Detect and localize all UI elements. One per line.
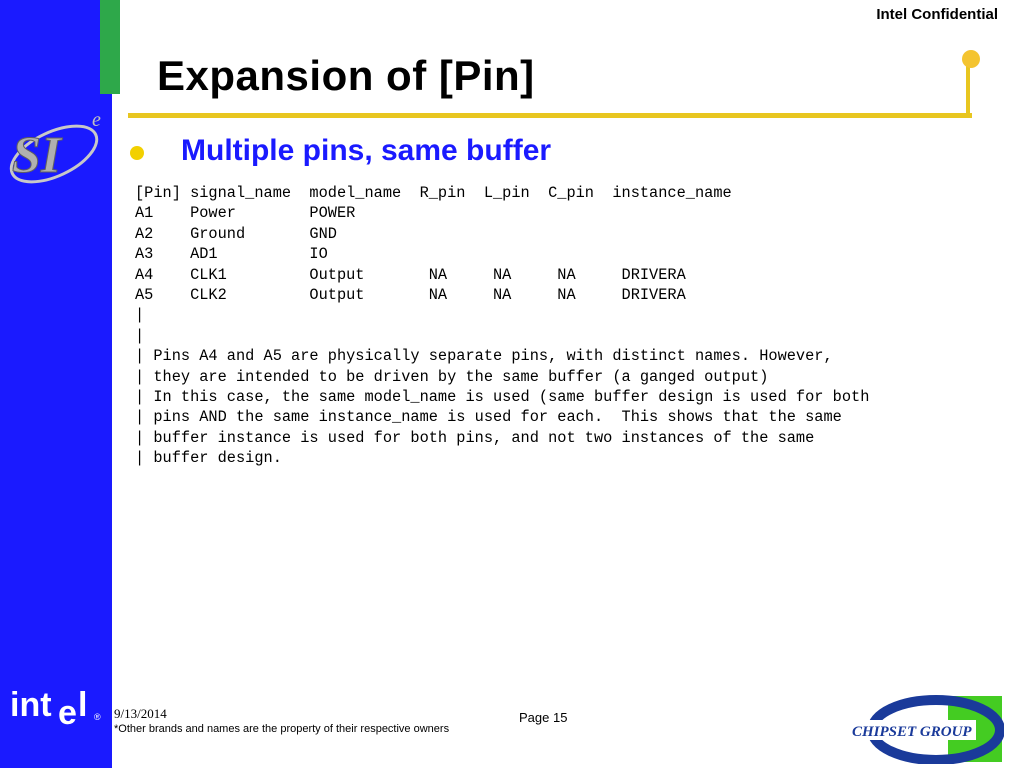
page-number: Page 15 bbox=[519, 710, 568, 725]
title-bracket-dot bbox=[962, 50, 980, 68]
slide-title: Expansion of [Pin] bbox=[157, 52, 535, 99]
code-line: | bbox=[135, 306, 145, 325]
confidential-label: Intel Confidential bbox=[876, 6, 998, 23]
bullet-heading: Multiple pins, same buffer bbox=[181, 134, 552, 167]
footer-trademark-note: *Other brands and names are the property of their respective owners bbox=[114, 723, 450, 735]
code-line: | pins AND the same instance_name is used for each. This shows that the same bbox=[135, 408, 842, 427]
code-line: | In this case, the same model_name is used (same buffer design is used for both bbox=[135, 388, 870, 407]
svg-text:®: ® bbox=[94, 712, 101, 722]
title-underline bbox=[128, 113, 972, 118]
code-line: | bbox=[135, 326, 145, 345]
code-line: | buffer instance is used for both pins, and not two instances of the same bbox=[135, 428, 815, 447]
intel-logo bbox=[8, 680, 108, 732]
svg-text:CHIPSET GROUP: CHIPSET GROUP bbox=[852, 724, 972, 740]
code-line: | they are intended to be driven by the same buffer (a ganged output) bbox=[135, 367, 769, 386]
green-accent-bar bbox=[100, 0, 120, 94]
footer-date: 9/13/2014 bbox=[114, 706, 167, 721]
code-line: | buffer design. bbox=[135, 449, 282, 468]
code-line: [Pin] signal_name model_name R_pin L_pin C_pin instance_name bbox=[135, 184, 732, 202]
pin-code-block bbox=[135, 183, 869, 469]
svg-text:int: int bbox=[10, 686, 52, 724]
code-line: A3 AD1 IO bbox=[135, 245, 328, 264]
chipset-group-logo bbox=[848, 694, 1004, 764]
code-line: A2 Ground GND bbox=[135, 224, 337, 243]
code-line: A1 Power POWER bbox=[135, 204, 356, 223]
svg-text:l: l bbox=[78, 686, 88, 724]
si-logo bbox=[4, 104, 114, 194]
svg-text:e: e bbox=[58, 694, 77, 732]
code-line: A5 CLK2 Output NA NA NA DRIVERA bbox=[135, 286, 686, 305]
code-line: | Pins A4 and A5 are physically separate pins, with distinct names. However, bbox=[135, 347, 833, 366]
svg-text:SI: SI bbox=[12, 127, 62, 184]
bullet-dot bbox=[130, 146, 144, 160]
code-line: A4 CLK1 Output NA NA NA DRIVERA bbox=[135, 265, 686, 284]
title-bracket-line bbox=[966, 60, 970, 118]
svg-text:e: e bbox=[92, 109, 101, 131]
